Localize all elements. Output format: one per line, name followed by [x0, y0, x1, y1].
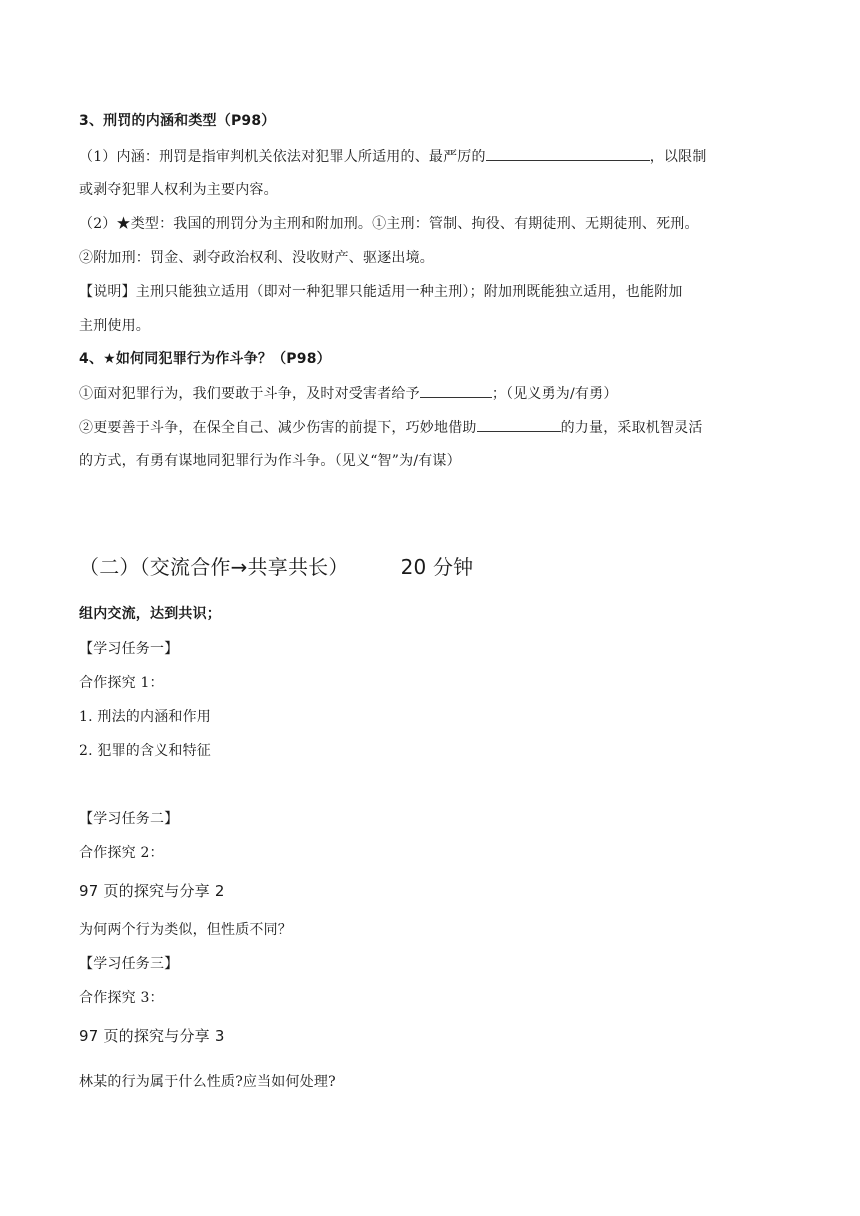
fill-in-blank[interactable]	[477, 417, 561, 432]
task-3-title: 【学习任务三】	[79, 956, 179, 972]
inquiry-3-label: 合作探究 3：	[79, 990, 164, 1006]
part-2-heading	[79, 553, 473, 581]
inquiry-1-item-1: 1. 刑法的内涵和作用	[79, 709, 212, 725]
inquiry-3-question: 林某的行为属于什么性质?应当如何处理?	[79, 1074, 336, 1090]
inquiry-2-reference: 97 页的探究与分享 2	[79, 882, 225, 900]
inquiry-1-label: 合作探究 1：	[79, 675, 164, 691]
inquiry-1-item-2: 2. 犯罪的含义和特征	[79, 743, 212, 759]
section-3-paragraph-1-line-2: 或剥夺犯罪人权利为主要内容。	[79, 182, 278, 198]
section-3-paragraph-2-line-1: （2）★类型：我国的刑罚分为主刑和附加刑。①主刑：管制、拘役、有期徒刑、无期徒刑、死刑。	[79, 216, 699, 232]
part-2-heading-text: （二）（交流合作→共享共长）	[79, 555, 349, 579]
inquiry-3-reference: 97 页的探究与分享 3	[79, 1027, 225, 1045]
section-4-line-2	[79, 417, 703, 438]
section-4-line-1	[79, 383, 618, 404]
text-segment: ；（见义勇为/有勇）	[491, 386, 618, 402]
fill-in-blank[interactable]	[486, 146, 650, 161]
section-3-title: 3、刑罚的内涵和类型（P98）	[79, 113, 276, 129]
section-3-note-line-1: 【说明】主刑只能独立适用（即对一种犯罪只能适用一种主刑）；附加刑既能独立适用，也能附加	[79, 284, 683, 300]
text-segment: ，以限制	[649, 149, 707, 165]
section-4-title: 4、★如何同犯罪行为作斗争？（P98）	[79, 351, 331, 367]
part-2-duration: 20 分钟	[400, 555, 474, 579]
section-4-line-3: 的方式，有勇有谋地同犯罪行为作斗争。（见义“智”为/有谋）	[79, 453, 461, 469]
section-3-note-line-2: 主刑使用。	[79, 318, 150, 334]
section-3-paragraph-2-line-2: ②附加刑：罚金、剥夺政治权利、没收财产、驱逐出境。	[79, 250, 434, 266]
text-segment: 的力量，采取机智灵活	[560, 420, 703, 436]
task-1-title: 【学习任务一】	[79, 641, 179, 657]
text-segment: ②更要善于斗争，在保全自己、减少伤害的前提下，巧妙地借助	[79, 420, 477, 436]
part-2-subheading: 组内交流，达到共识；	[79, 606, 221, 622]
section-3-paragraph-1-line-1	[79, 146, 707, 167]
inquiry-2-label: 合作探究 2：	[79, 845, 164, 861]
inquiry-2-question: 为何两个行为类似，但性质不同？	[79, 922, 292, 938]
task-2-title: 【学习任务二】	[79, 811, 179, 827]
fill-in-blank[interactable]	[420, 383, 492, 398]
text-segment: （1）内涵：刑罚是指审判机关依法对犯罪人所适用的、最严厉的	[79, 149, 486, 165]
text-segment: ①面对犯罪行为，我们要敢于斗争，及时对受害者给予	[79, 386, 420, 402]
